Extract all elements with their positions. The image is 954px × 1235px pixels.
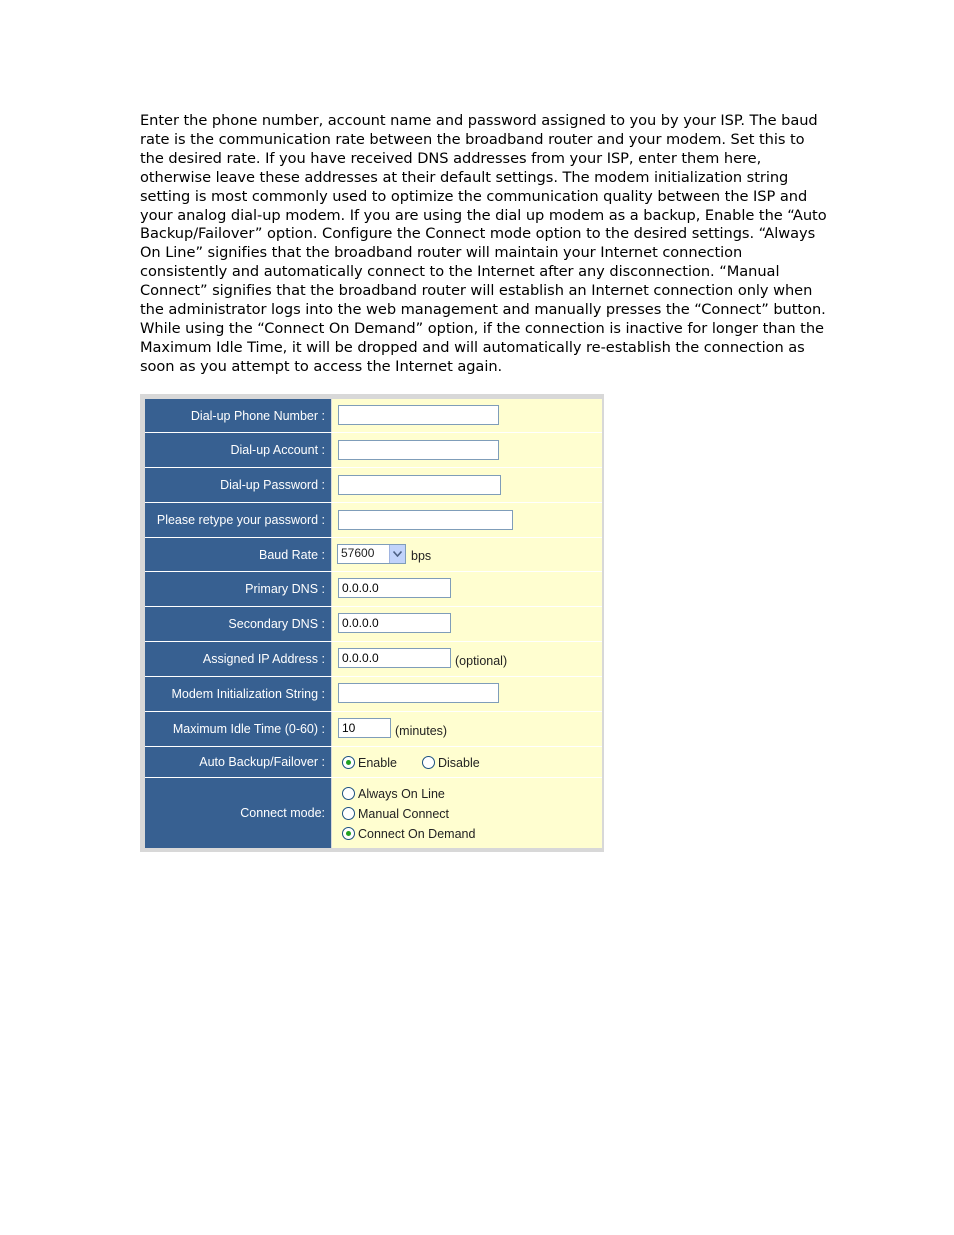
primary-dns-row bbox=[145, 572, 602, 606]
modem-init-label: Modem Initialization String : bbox=[145, 677, 331, 711]
mode-always-on-radio[interactable] bbox=[342, 787, 355, 800]
password-row bbox=[145, 468, 602, 502]
secondary-dns-row bbox=[145, 607, 602, 641]
idle-time-unit: (minutes) bbox=[395, 724, 448, 738]
assigned-ip-input[interactable]: 0.0.0.0 bbox=[338, 648, 451, 668]
dialup-settings-form bbox=[140, 394, 604, 852]
connect-mode-label: Connect mode: bbox=[145, 778, 331, 848]
mode-always-on-label: Always On Line bbox=[358, 787, 445, 801]
idle-time-row bbox=[145, 712, 602, 746]
auto-backup-label: Auto Backup/Failover : bbox=[145, 747, 331, 777]
retype-label: Please retype your password : bbox=[145, 503, 331, 537]
password-label: Dial-up Password : bbox=[145, 468, 331, 502]
primary-dns-label: Primary DNS : bbox=[145, 572, 331, 606]
secondary-dns-input[interactable]: 0.0.0.0 bbox=[338, 613, 451, 633]
modem-init-input[interactable] bbox=[338, 683, 499, 703]
intro-paragraph: Enter the phone number, account name and password assigned to you by your ISP. The baud rate is the communication rate between the broadband router and your modem. Set this to the desired rate. If you have received DNS addresses from your ISP, enter them here, otherwise leave these addresses at their default settings. The modem initialization string setting is most commonly used to optimize the communication quality between the ISP and your analog dial-up modem. If you are using the dial up modem as a backup, Enable the “Auto Backup/Failover” option. Configure the Connect mode option to the desired settings. “Always On Line” signifies that the broadband router will maintain your Internet connection consistently and automatically connect to the Internet after any disconnection. “Manual Connect” signifies that the broadband router will establish an Internet connection only when the administrator logs into the web management and manually presses the “Connect” button. While using the “Connect On Demand” option, if the connection is inactive for longer than the Maximum Idle Time, it will be dropped and will automatically re-establish the connection as soon as you attempt to access the Internet again. bbox=[140, 112, 827, 375]
assigned-ip-row bbox=[145, 642, 602, 676]
mode-manual-label: Manual Connect bbox=[358, 807, 450, 821]
connect-mode-row bbox=[145, 778, 602, 848]
mode-on-demand-label: Connect On Demand bbox=[358, 827, 476, 841]
baud-row bbox=[145, 538, 602, 571]
baud-label: Baud Rate : bbox=[145, 538, 331, 571]
account-input[interactable] bbox=[338, 440, 499, 460]
mode-on-demand-radio[interactable] bbox=[342, 827, 355, 840]
password-input[interactable] bbox=[338, 475, 501, 495]
baud-rate-select[interactable] bbox=[337, 544, 406, 564]
account-row bbox=[145, 433, 602, 467]
backup-disable-radio[interactable] bbox=[422, 756, 435, 769]
auto-backup-row bbox=[145, 747, 602, 777]
baud-rate-value: 57600 bbox=[341, 546, 375, 560]
backup-enable-radio[interactable] bbox=[342, 756, 355, 769]
baud-unit: bps bbox=[411, 549, 432, 563]
phone-input[interactable] bbox=[338, 405, 499, 425]
phone-row bbox=[145, 399, 602, 432]
assigned-ip-label: Assigned IP Address : bbox=[145, 642, 331, 676]
retype-password-input[interactable] bbox=[338, 510, 513, 530]
secondary-dns-label: Secondary DNS : bbox=[145, 607, 331, 641]
backup-enable-label: Enable bbox=[358, 756, 397, 770]
modem-init-row bbox=[145, 677, 602, 711]
assigned-ip-optional: (optional) bbox=[455, 654, 508, 668]
phone-label: Dial-up Phone Number : bbox=[145, 399, 331, 432]
mode-manual-radio[interactable] bbox=[342, 807, 355, 820]
retype-row bbox=[145, 503, 602, 537]
idle-time-label: Maximum Idle Time (0-60) : bbox=[145, 712, 331, 746]
primary-dns-input[interactable]: 0.0.0.0 bbox=[338, 578, 451, 598]
chevron-down-icon[interactable] bbox=[389, 545, 405, 563]
backup-disable-label: Disable bbox=[438, 756, 480, 770]
account-label: Dial-up Account : bbox=[145, 433, 331, 467]
idle-time-input[interactable]: 10 bbox=[338, 718, 391, 738]
